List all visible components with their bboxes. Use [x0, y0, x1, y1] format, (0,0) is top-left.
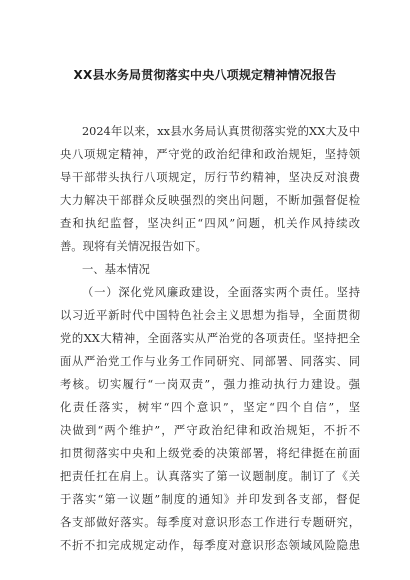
body-line: 善。现将有关情况报告如下。: [60, 240, 207, 253]
body-line: 大力解决干部群众反映强烈的突出问题，不断加强督促检: [60, 194, 360, 207]
body-line: 面从严治党工作与业务工作同研究、同部署、同落实、同: [60, 355, 360, 368]
body-line: 考核。切实履行“一岗双责”，强力推动执行力建设。强: [60, 378, 360, 391]
body-line: 把责任扛在肩上。认真落实了第一议题制度。制订了《关: [60, 470, 360, 483]
body-line: 导干部带头执行八项规定，厉行节约精神，坚决反对浪费: [60, 171, 360, 184]
document-body: [60, 120, 360, 557]
body-line: 扣贯彻落实中央和上级党委的决策部署，将纪律挺在前面: [60, 447, 360, 460]
body-line: 以习近平新时代中国特色社会主义思想为指导，全面贯彻: [60, 309, 360, 322]
body-line: 央八项规定精神，严守党的政治纪律和政治规矩，坚持领: [60, 148, 360, 161]
body-line: 各支部做好落实。每季度对意识形态工作进行专题研究，: [60, 516, 360, 529]
body-line: 决做到“两个维护”，严守政治纪律和政治规矩，不折不: [60, 424, 360, 437]
document-title: XX县水务局贯彻落实中央八项规定精神情况报告: [73, 68, 337, 82]
body-line: 2024年以来，xx县水务局认真贯彻落实党的XX大及中: [82, 125, 360, 138]
body-line: 于落实“第一议题”制度的通知》并印发到各支部，督促: [60, 493, 360, 506]
body-line: 不折不扣完成规定动作，每季度对意识形态领域风险隐患: [60, 539, 360, 552]
body-line: 党的XX大精神，全面落实从严治党的各项责任。坚持把全: [60, 332, 360, 345]
body-line: 查和执纪监督，坚决纠正“四风”问题，机关作风持续改: [60, 217, 360, 230]
body-line: 一、基本情况: [82, 263, 150, 276]
body-line: （一）深化党风廉政建设，全面落实两个责任。坚持: [82, 286, 360, 299]
body-line: 化责任落实，树牢“四个意识”，坚定“四个自信”，坚: [60, 401, 360, 414]
